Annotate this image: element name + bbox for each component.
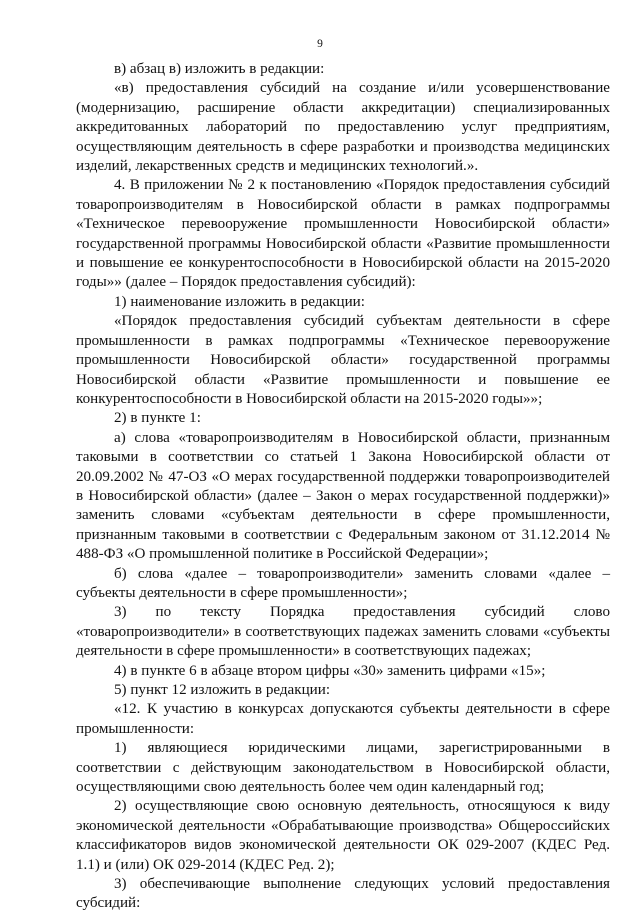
paragraph-point-12-3: 3) обеспечивающие выполнение следующих условий предоставления субсидий: xyxy=(76,876,610,912)
paragraph-new-title: «Порядок предоставления субсидий субъектам деятельности в сфере промышленности в рамках подпрограммы «Техническое перевооружение промышленности Новосибирской области» государственной программы Новосибирской области «Развитие промышленности и повышение ее конкурентоспособности в Новосибирской области на 2015-2020 годы»»; xyxy=(76,313,610,407)
paragraph-subitem-3: 3) по тексту Порядка предоставления субсидий слово «товаропроизводители» в соответствующих падежах заменить словами «субъекты деятельности в сфере промышленности» в соответствующих падежах; xyxy=(76,604,610,660)
paragraph-abzac-v-heading: в) абзац в) изложить в редакции: xyxy=(114,61,325,77)
paragraph-subitem-2b: б) слова «далее – товаропроизводители» заменить словами «далее – субъекты деятельности в сфере промышленности»; xyxy=(76,565,610,601)
paragraph-item-4: 4. В приложении № 2 к постановлению «Порядок предоставления субсидий товаропроизводителям в Новосибирской области в рамках подпрограммы «Техническое перевооружение промышленности Новосибирской области» государственной программы Новосибирской области «Развитие промышленности и повышение ее конкурентоспособности в Новосибирской области на 2015-2020 годы»» (далее – Порядок предоставления субсидий): xyxy=(76,177,610,291)
paragraph-abzac-v-text: «в) предоставления субсидий на создание и/или усовершенствование (модернизацию, расширение области аккредитации) специализированных аккредитованных лабораторий по предоставлению услуг предприятиям, осуществляющим деятельность в сфере разработки и производства медицинских изделий, лекарственных средств и медицинских технологий.». xyxy=(76,80,610,175)
paragraph-point-12: «12. К участию в конкурсах допускаются субъекты деятельности в сфере промышленности: xyxy=(76,701,610,737)
paragraph-subitem-4: 4) в пункте 6 в абзаце втором цифры «30» заменить цифрами «15»; xyxy=(114,662,546,679)
document-body xyxy=(76,60,610,914)
paragraph-point-12-1: 1) являющиеся юридическими лицами, зарегистрированными в соответствии с действующим законодательством в Новосибирской области, осуществляющими свою деятельность более чем один календарный год; xyxy=(76,740,610,796)
page-number: 9 xyxy=(317,38,323,50)
paragraph-subitem-1: 1) наименование изложить в редакции: xyxy=(114,293,365,310)
paragraph-point-12-2: 2) осуществляющие свою основную деятельность, относящуюся к виду экономической деятельности «Обрабатывающие производства» Общероссийских классификаторов видов экономической деятельности ОК 029-2007 (КДЕС Ред. 1.1) и (или) ОК 029-2014 (КДЕС Ред. 2); xyxy=(76,798,610,873)
paragraph-subitem-2a: а) слова «товаропроизводителям в Новосибирской области, признанным таковыми в соответствии со статьей 1 Закона Новосибирской области от 20.09.2002 № 47-ОЗ «О мерах государственной поддержки товаропроизводителей в Новосибирской области» (далее – Закон о мерах государственной поддержки)» заменить словами «субъектам деятельности в сфере промышленности, признанным таковыми в соответствии с Федеральным законом от 31.12.2014 № 488-ФЗ «О промышленной политике в Российской Федерации»; xyxy=(76,429,610,563)
paragraph-subitem-5: 5) пункт 12 изложить в редакции: xyxy=(114,682,331,698)
paragraph-subitem-2: 2) в пункте 1: xyxy=(114,410,201,427)
